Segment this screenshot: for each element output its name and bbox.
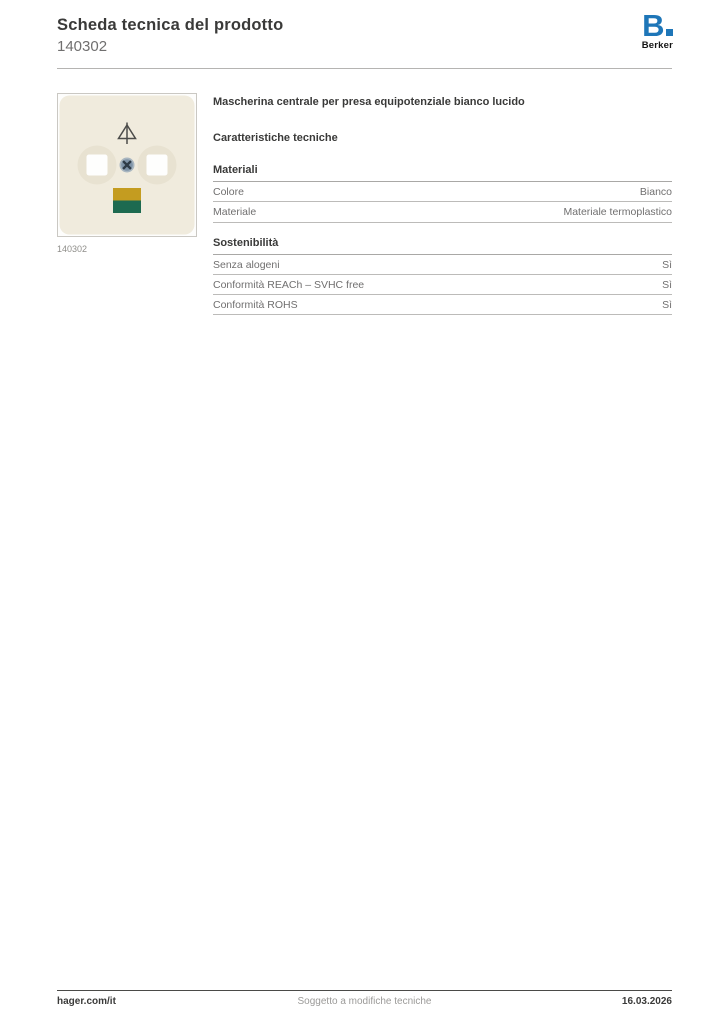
cover-plate-illustration	[58, 94, 196, 236]
product-description: Mascherina centrale per presa equipotenziale bianco lucido	[213, 96, 525, 108]
footer-disclaimer: Soggetto a modifiche tecniche	[297, 996, 432, 1007]
spec-section-title: Sostenibilità	[213, 237, 672, 255]
spec-section-sostenibilita	[213, 237, 672, 316]
footer-divider	[57, 990, 672, 991]
spec-label: Conformità REACh – SVHC free	[213, 278, 365, 291]
berker-logo-letter: B	[642, 8, 664, 43]
spec-value: Sì	[662, 278, 672, 291]
berker-logo-mark	[642, 8, 673, 43]
berker-logo-text: Berker	[641, 40, 673, 51]
spec-label: Senza alogeni	[213, 258, 280, 271]
spec-value: Sì	[662, 258, 672, 271]
hager-website-link[interactable]: hager.com/it	[57, 996, 116, 1007]
spec-section-materiali	[213, 164, 672, 222]
spec-value: Sì	[662, 298, 672, 311]
page-title: Scheda tecnica del prodotto	[57, 16, 284, 34]
spec-label: Colore	[213, 186, 244, 199]
berker-logo-dot	[666, 29, 673, 36]
spec-row-materiale	[213, 202, 672, 222]
spec-value: Bianco	[639, 186, 672, 199]
product-code: 140302	[57, 38, 108, 55]
berker-logo	[641, 8, 673, 51]
spec-label: Materiale	[213, 206, 257, 219]
spec-row-reach	[213, 275, 672, 295]
screw-icon	[120, 158, 135, 173]
spec-row-senza-alogeni	[213, 255, 672, 275]
page-footer	[57, 996, 672, 1007]
product-figure	[57, 93, 197, 254]
left-socket-opening	[87, 155, 108, 176]
page-header	[57, 16, 617, 55]
spec-row-rohs	[213, 295, 672, 315]
specs-heading: Caratteristiche tecniche	[213, 132, 338, 145]
spec-label: Conformità ROHS	[213, 298, 298, 311]
product-image-caption: 140302	[57, 244, 88, 254]
spec-value: Materiale termoplastico	[563, 206, 672, 219]
header-divider	[57, 68, 672, 69]
spec-row-colore	[213, 182, 672, 202]
grounding-label	[113, 188, 141, 213]
content-column	[213, 95, 672, 315]
spec-section-title: Materiali	[213, 164, 672, 182]
product-image	[57, 93, 197, 237]
right-socket-opening	[147, 155, 168, 176]
footer-date: 16.03.2026	[621, 996, 672, 1007]
